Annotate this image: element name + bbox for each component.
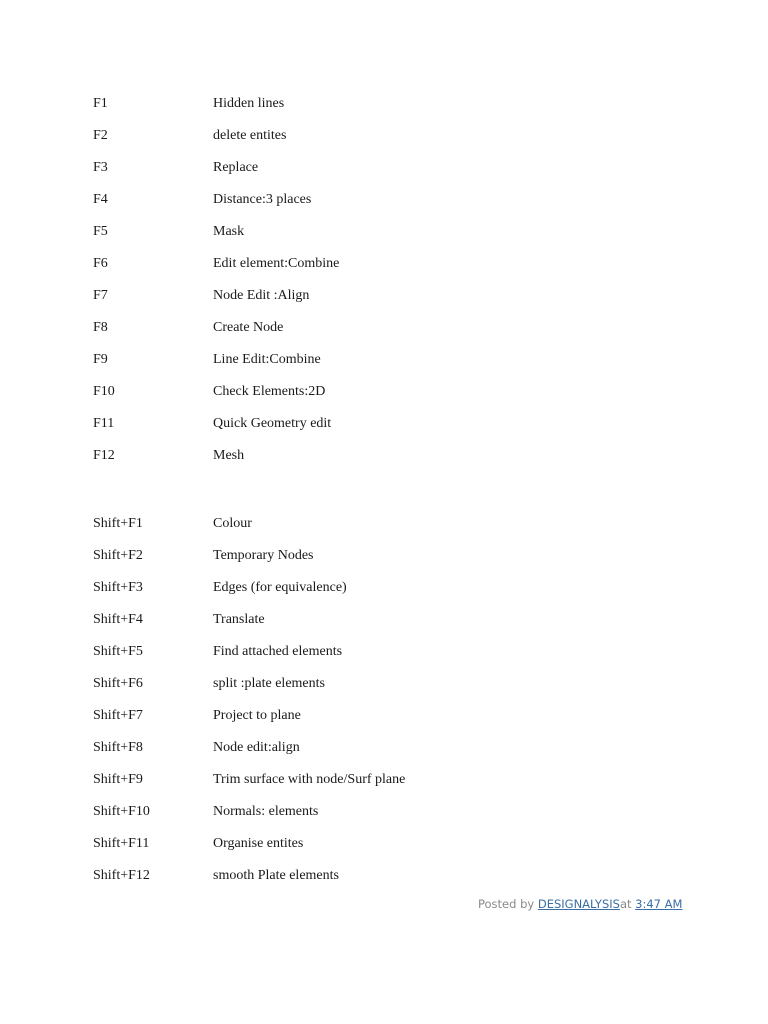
shortcut-key: F10: [93, 384, 115, 399]
shortcut-action: Temporary Nodes: [213, 548, 314, 563]
at-label: at: [619, 897, 636, 911]
table-row: [93, 546, 633, 578]
shortcut-action: Quick Geometry edit: [213, 416, 332, 431]
table-row: [93, 350, 633, 382]
table-row: [93, 158, 633, 190]
shortcut-key: F2: [93, 128, 108, 143]
table-row: [93, 254, 633, 286]
shortcut-action: Replace: [213, 160, 259, 175]
table-row: [93, 642, 633, 674]
shortcut-action: Hidden lines: [213, 96, 285, 111]
shift-key-table: [93, 514, 633, 898]
shortcut-key: Shift+F12: [93, 868, 150, 883]
shortcut-key: Shift+F6: [93, 676, 143, 691]
shortcut-action: Translate: [213, 612, 265, 627]
shortcut-key: F12: [93, 448, 115, 463]
table-row: [93, 738, 633, 770]
posted-by-label: Posted by: [478, 897, 538, 911]
table-row: [93, 318, 633, 350]
shortcut-key: Shift+F4: [93, 612, 143, 627]
shortcut-key: Shift+F5: [93, 644, 143, 659]
table-row: [93, 382, 633, 414]
table-row: [93, 514, 633, 546]
table-row: [93, 834, 633, 866]
shortcut-key: F3: [93, 160, 108, 175]
table-row: [93, 610, 633, 642]
shortcut-action: split :plate elements: [213, 676, 325, 691]
shortcut-action: Mask: [213, 224, 245, 239]
shortcut-key: Shift+F7: [93, 708, 143, 723]
shortcut-key: F9: [93, 352, 108, 367]
shortcut-action: Check Elements:2D: [213, 384, 326, 399]
table-row: [93, 446, 633, 478]
table-row: [93, 286, 633, 318]
shortcut-action: Organise entites: [213, 836, 304, 851]
shortcut-action: Mesh: [213, 448, 245, 463]
shortcut-key: F7: [93, 288, 108, 303]
timestamp-link[interactable]: 3:47 AM: [635, 897, 683, 911]
shortcut-key: F5: [93, 224, 108, 239]
table-row: [93, 126, 633, 158]
table-row: [93, 802, 633, 834]
shortcut-key: F11: [93, 416, 115, 431]
table-row: [93, 674, 633, 706]
table-row: [93, 190, 633, 222]
table-row: [93, 578, 633, 610]
shortcut-key: F6: [93, 256, 108, 271]
shortcut-action: Distance:3 places: [213, 192, 312, 207]
shortcut-action: Edit element:Combine: [213, 256, 340, 271]
shortcut-action: Trim surface with node/Surf plane: [213, 772, 406, 787]
shortcut-action: Find attached elements: [213, 644, 343, 659]
shortcut-action: Project to plane: [213, 708, 301, 723]
shortcut-action: Line Edit:Combine: [213, 352, 321, 367]
author-link[interactable]: DESIGNALYSIS: [537, 897, 620, 911]
shortcut-action: Colour: [213, 516, 252, 531]
shortcut-action: smooth Plate elements: [213, 868, 339, 883]
shortcut-key: Shift+F2: [93, 548, 143, 563]
shortcut-key: Shift+F11: [93, 836, 150, 851]
shortcut-key: F4: [93, 192, 108, 207]
shortcut-key: Shift+F8: [93, 740, 143, 755]
post-footer: [478, 896, 682, 912]
shortcut-action: Node Edit :Align: [213, 288, 310, 303]
table-row: [93, 866, 633, 898]
shortcut-action: Normals: elements: [213, 804, 319, 819]
shortcut-key: F1: [93, 96, 108, 111]
table-row: [93, 222, 633, 254]
shortcut-action: delete entites: [213, 128, 287, 143]
shortcut-key: Shift+F9: [93, 772, 143, 787]
table-row: [93, 770, 633, 802]
table-row: [93, 94, 633, 126]
function-key-table: [93, 94, 633, 478]
shortcut-action: Create Node: [213, 320, 284, 335]
table-row: [93, 706, 633, 738]
shortcut-key: Shift+F10: [93, 804, 150, 819]
shortcut-key: Shift+F3: [93, 580, 143, 595]
shortcut-action: Node edit:align: [213, 740, 300, 755]
shortcut-key: F8: [93, 320, 108, 335]
shortcut-key: Shift+F1: [93, 516, 143, 531]
table-row: [93, 414, 633, 446]
shortcut-action: Edges (for equivalence): [213, 580, 347, 595]
